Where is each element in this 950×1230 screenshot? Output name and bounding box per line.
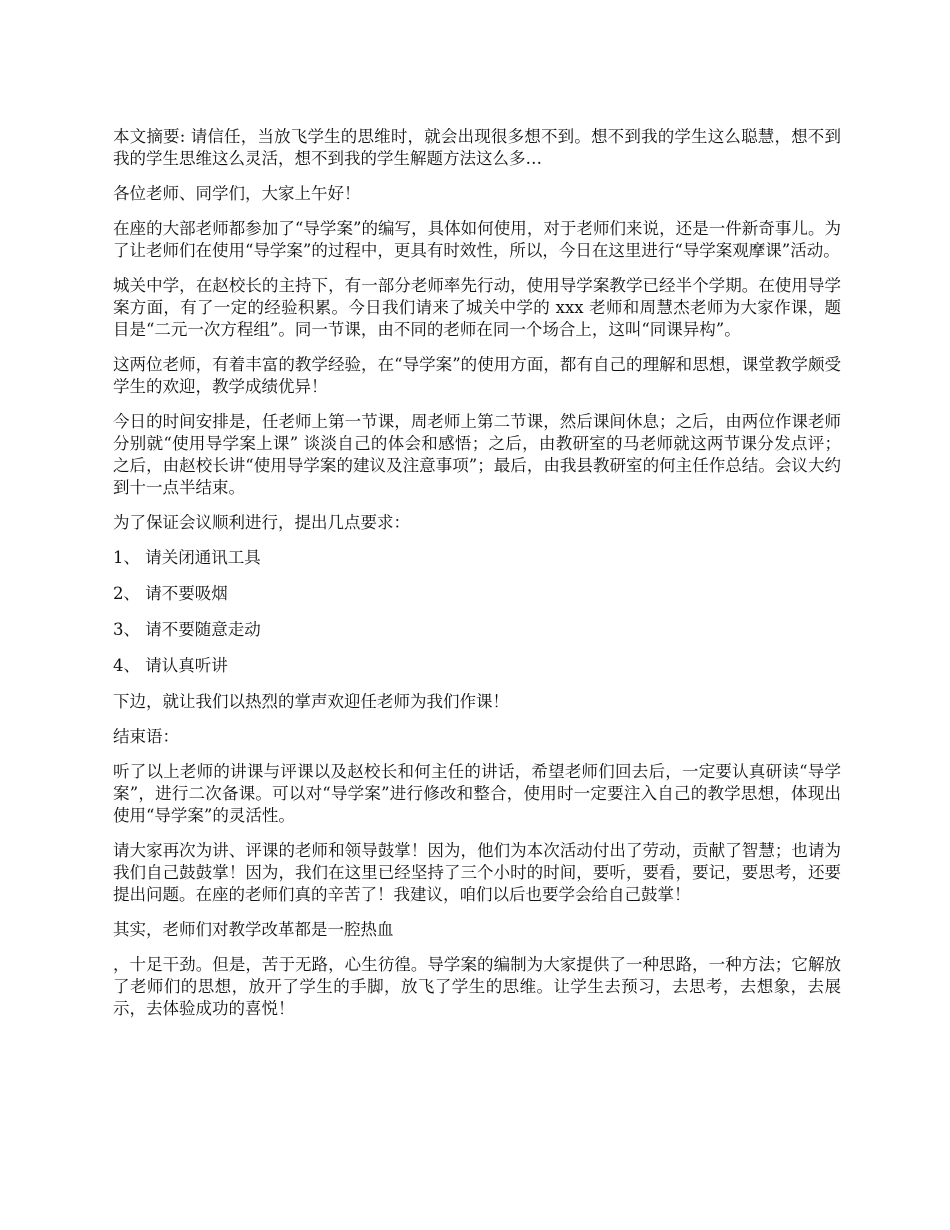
body-paragraph-10: ，十足干劲。但是，苦于无路，心生彷徨。导学案的编制为大家提供了一种思路，一种方法；它解放了老师们的思想，放开了学生的手脚，放飞了学生的思维。让学生去预习，去思考，去想象，去展示，去体验成功的喜悦！ — [113, 955, 841, 1018]
requirement-item-1: 1、 请关闭通讯工具 — [113, 548, 261, 567]
document-page — [113, 126, 841, 1033]
closing-heading: 结束语： — [113, 727, 179, 746]
body-paragraph-9: 其实，老师们对教学改革都是一腔热血 — [113, 920, 394, 939]
body-paragraph-2: 城关中学，在赵校长的主持下，有一部分老师率先行动，使用导学案教学已经半个学期。在使用导学案方面，有了一定的经验积累。今日我们请来了城关中学的 xxx 老师和周慧杰老师为大家作课，题目是“二元一次方程组”。同一节课，由不同的老师在同一个场合上，这叫“同课异构”。 — [113, 276, 841, 339]
body-paragraph-1: 在座的大部老师都参加了“导学案”的编写，具体如何使用，对于老师们来说，还是一件新奇事儿。为了让老师们在使用“导学案”的过程中，更具有时效性，所以，今日在这里进行“导学案观摩课”活动。 — [113, 219, 841, 260]
requirement-item-4: 4、 请认真听讲 — [113, 656, 228, 675]
abstract-paragraph: 本文摘要: 请信任，当放飞学生的思维时，就会出现很多想不到。想不到我的学生这么聪慧，想不到我的学生思维这么灵活，想不到我的学生解题方法这么多… — [113, 127, 841, 168]
requirement-item-3: 3、 请不要随意走动 — [113, 620, 261, 639]
body-paragraph-3: 这两位老师，有着丰富的教学经验，在“导学案”的使用方面，都有自己的理解和思想，课堂教学颇受学生的欢迎，教学成绩优异！ — [113, 355, 841, 396]
greeting-paragraph: 各位老师、同学们，大家上午好！ — [113, 184, 361, 203]
requirement-item-2: 2、 请不要吸烟 — [113, 584, 228, 603]
body-paragraph-8: 请大家再次为讲、评课的老师和领导鼓掌！因为，他们为本次活动付出了劳动，贡献了智慧；也请为我们自己鼓鼓掌！因为，我们在这里已经坚持了三个小时的时间，要听，要看，要记，要思考，还要提出问题。在座的老师们真的辛苦了！我建议，咱们以后也要学会给自己鼓掌！ — [113, 841, 841, 904]
body-paragraph-7: 听了以上老师的讲课与评课以及赵校长和何主任的讲话，希望老师们回去后，一定要认真研读“导学案”，进行二次备课。可以对“导学案”进行修改和整合，使用时一定要注入自己的教学思想，体现出使用“导学案”的灵活性。 — [113, 762, 841, 825]
body-paragraph-6: 下边，就让我们以热烈的掌声欢迎任老师为我们作课！ — [113, 692, 509, 711]
body-paragraph-4: 今日的时间安排是，任老师上第一节课，周老师上第二节课，然后课间休息；之后，由两位作课老师分别就“使用导学案上课” 谈淡自己的体会和感悟；之后，由教研室的马老师就这两节课分发点评；之后，由赵校长讲“使用导学案的建议及注意事项”；最后，由我县教研室的何主任作总结。会议大约到十一点半结束。 — [113, 412, 841, 497]
body-paragraph-5: 为了保证会议顺利进行，提出几点要求： — [113, 513, 410, 532]
